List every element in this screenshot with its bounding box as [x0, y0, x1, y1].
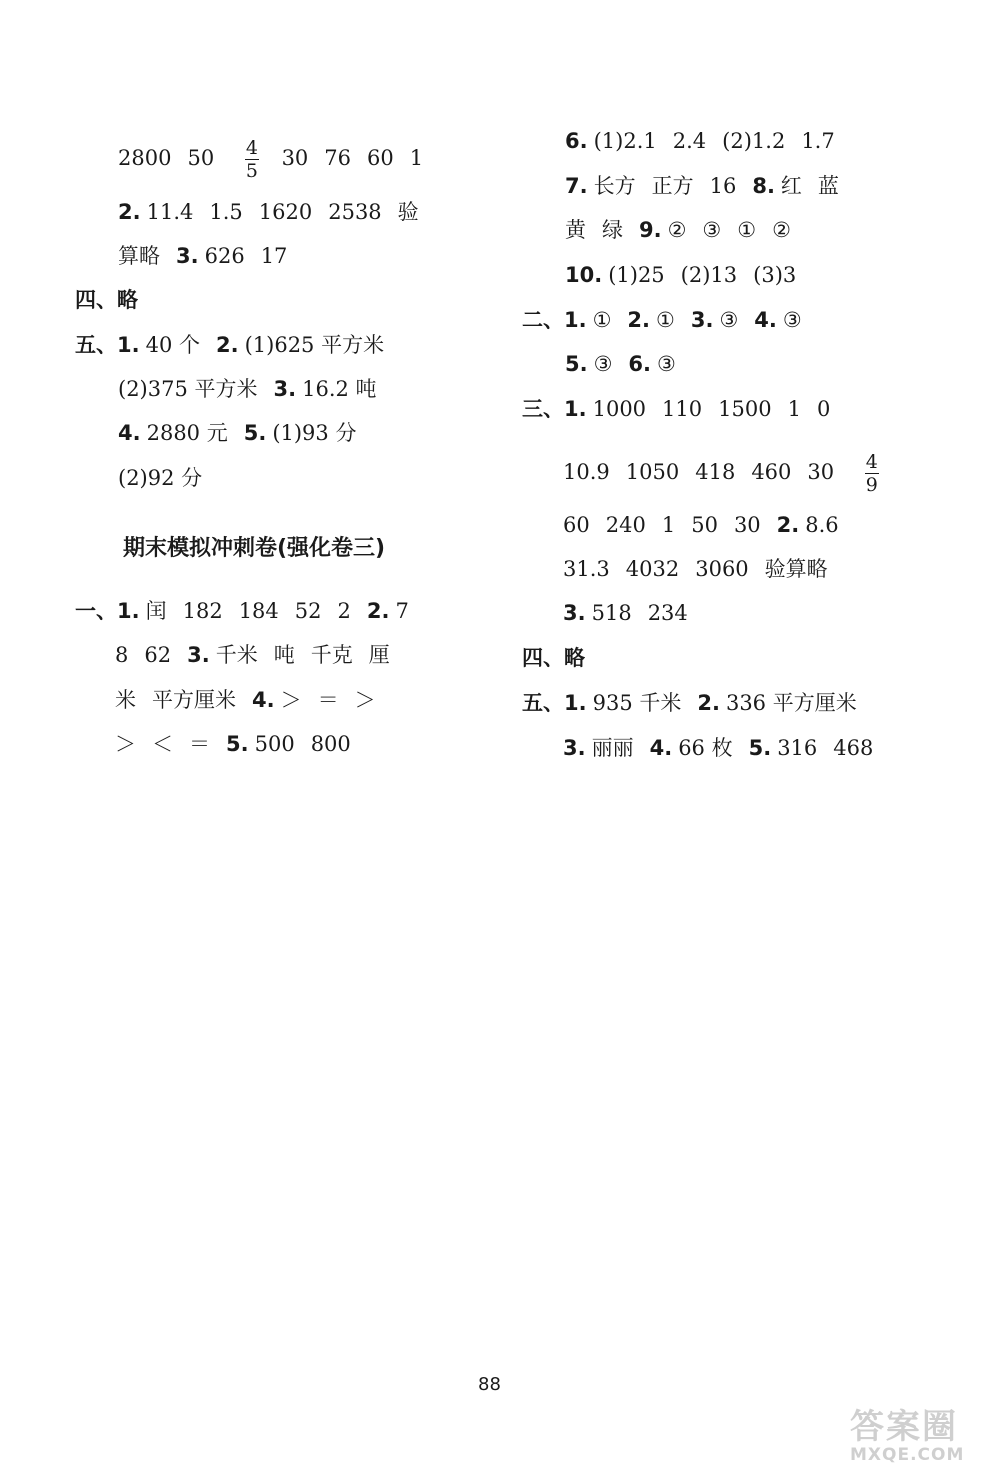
watermark: [850, 1408, 990, 1468]
answer-line: 算略 3. 626 17: [118, 244, 288, 268]
answer-line: 二、1. ① 2. ① 3. ③ 4. ③: [522, 308, 802, 332]
answer-line: 6. (1)2.1 2.4 (2)1.2 1.7: [565, 129, 835, 153]
answer-line: 五、1. 935 千米 2. 336 平方厘米: [522, 691, 857, 715]
answer-line: 三、1. 1000 110 1500 1 0: [522, 397, 831, 421]
answer-line: 10. (1)25 (2)13 (3)3: [565, 263, 797, 287]
answer-line: 3. 丽丽 4. 66 枚 5. 316 468: [563, 736, 874, 760]
fraction: $\frac{4}{9}$: [865, 451, 878, 496]
answer-line: ＞ ＜ ＝ 5. 500 800: [115, 732, 351, 756]
answer-line: 五、1. 40 个 2. (1)625 平方米: [75, 333, 385, 357]
answer-line: 5. ③ 6. ③: [565, 352, 676, 376]
watermark-logo: 答案圈: [850, 1407, 958, 1447]
answer-line: 31.3 4032 3060 验算略: [563, 557, 828, 581]
watermark-url: MXQE.COM: [850, 1445, 965, 1465]
answer-line: 8 62 3. 千米 吨 千克 厘: [115, 643, 390, 667]
answer-line: 一、1. 闰 182 184 52 2 2. 7: [75, 599, 409, 623]
answer-line: 米 平方厘米 4. ＞ ＝ ＞: [115, 688, 376, 712]
section-heading: 期末模拟冲刺卷(强化卷三): [123, 536, 386, 561]
section-label: 四、略: [75, 288, 138, 312]
answer-line: (2)375 平方米 3. 16.2 吨: [118, 377, 377, 401]
answer-line: 黄 绿 9. ② ③ ① ②: [565, 218, 791, 242]
answer-line: 4. 2880 元 5. (1)93 分: [118, 421, 357, 445]
answer-line: 7. 长方 正方 16 8. 红 蓝: [565, 174, 839, 198]
answer-line: 60 240 1 50 30 2. 8.6: [563, 513, 839, 537]
answer-line: 2800 50 $\frac{4}{5}$ 30 76 60 1: [118, 137, 424, 182]
section-label: 四、略: [522, 646, 585, 670]
answer-line: (2)92 分: [118, 466, 203, 490]
page-number: 88: [478, 1374, 501, 1395]
answer-line: 3. 518 234: [563, 601, 688, 625]
fraction: $\frac{4}{5}$: [245, 137, 258, 182]
answer-line: 10.9 1050 418 460 30 $\frac{4}{9}$: [563, 451, 878, 496]
answer-line: 2. 11.4 1.5 1620 2538 验: [118, 200, 419, 224]
